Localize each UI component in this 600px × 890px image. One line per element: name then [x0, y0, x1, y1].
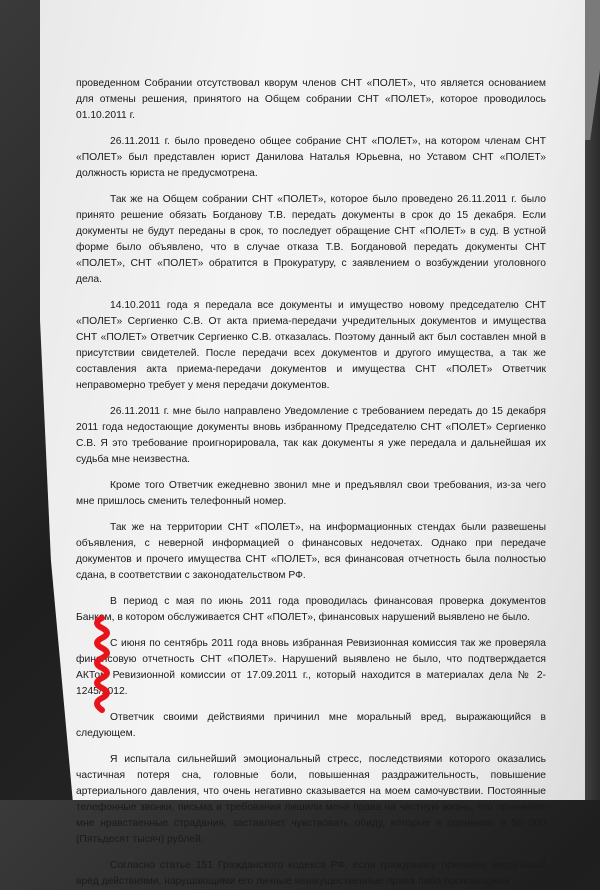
paragraph: Я испытала сильнейший эмоциональный стресс, последствиями которого оказались частичная потеря сна, головные боли, повышенная раздражительность, повышение артериального давления, что очень негативно сказывается на моем самочувствии. Постоянные телефонные звонки, письма и требования лишили меня права на частную жизнь, что причиняет мне нравственные страдания, заставляет чувствовать обиду, которые я оцениваю в 50 000 (Пятьдесят тысяч) рублей. [76, 754, 546, 845]
red-squiggle-mark [88, 614, 114, 714]
paragraph: Так же на Общем собрании СНТ «ПОЛЕТ», которое было проведено 26.11.2011 г. было принято решение обязать Богданову Т.В. передать документы в срок до 15 декабря. Если документы не будут переданы в срок, то последует обращение СНТ «ПОЛЕТ» в суд. В устной форме было объявлено, что в случае отказа Т.В. Богдановой передать документы СНТ «ПОЛЕТ», СНТ «ПОЛЕТ» обратится в Прокуратуру, с заявлением о возбуждении уголовного дела. [76, 194, 546, 285]
document-body [76, 76, 546, 890]
paragraph: Кроме того Ответчик ежедневно звонил мне и предъявлял свои требования, из-за чего мне пришлось сменить телефонный номер. [76, 480, 546, 507]
paragraph: В период с мая по июнь 2011 года проводилась финансовая проверка документов Банком, в котором обслуживается СНТ «ПОЛЕТ», финансовых нарушений выявлено не было. [76, 596, 546, 623]
paragraph: 26.11.2011 г. было проведено общее собрание СНТ «ПОЛЕТ», на котором членам СНТ «ПОЛЕТ» был представлен юрист Данилова Наталья Юрьевна, но Уставом СНТ «ПОЛЕТ» должность юриста не предусмотрена. [76, 136, 546, 179]
paragraph: 26.11.2011 г. мне было направлено Уведомление с требованием передать до 15 декабря 2011 года недостающие документы вновь избранному Председателю СНТ «ПОЛЕТ» Сергиенко С.В. Я это требование проигнорировала, так как документы я уже передала и дальнейшая их судьба мне неизвестна. [76, 406, 546, 465]
paragraph: проведенном Собрании отсутствовал кворум членов СНТ «ПОЛЕТ», что является основанием для отмены решения, принятого на Общем собрании СНТ «ПОЛЕТ», которое проводилось 01.10.2011 г. [76, 78, 546, 121]
paragraph: 14.10.2011 года я передала все документы и имущество новому председателю СНТ «ПОЛЕТ» Сергиенко С.В. От акта приема-передачи учредительных документов и имущества СНТ «ПОЛЕТ» Ответчик Сергиенко С.В. отказалась. Поэтому данный акт был составлен мной в присутствии свидетелей. После передачи всех документов и другого имущества, а так же составления акта приема-передачи документов и имущества СНТ «ПОЛЕТ» Ответчик неправомерно требует у меня передачи документов. [76, 300, 546, 391]
paragraph: Ответчик своими действиями причинил мне моральный вред, выражающийся в следующем. [76, 712, 546, 739]
paragraph: С июня по сентябрь 2011 года вновь избранная Ревизионная комиссия так же проверяла финансовую отчетность СНТ «ПОЛЕТ». Нарушений выявлено не было, что подтверждается АКТом Ревизионной комиссии от 17.09.2011 г., который находится в материалах дела № 2-1245/2012. [76, 638, 546, 697]
paragraph: Согласно статье 151 Гражданского кодекса РФ, если гражданину причинен моральный вред действиями, нарушающими его личные неимущественные права либо посягающими [76, 860, 546, 887]
paragraph: Так же на территории СНТ «ПОЛЕТ», на информационных стендах были развешены объявления, с неверной информацией о финансовых недочетах. Однако при передаче документов и прочего имущества СНТ «ПОЛЕТ», вся финансовая отчетность была полностью сдана, в соответствии с законодательством РФ. [76, 522, 546, 581]
